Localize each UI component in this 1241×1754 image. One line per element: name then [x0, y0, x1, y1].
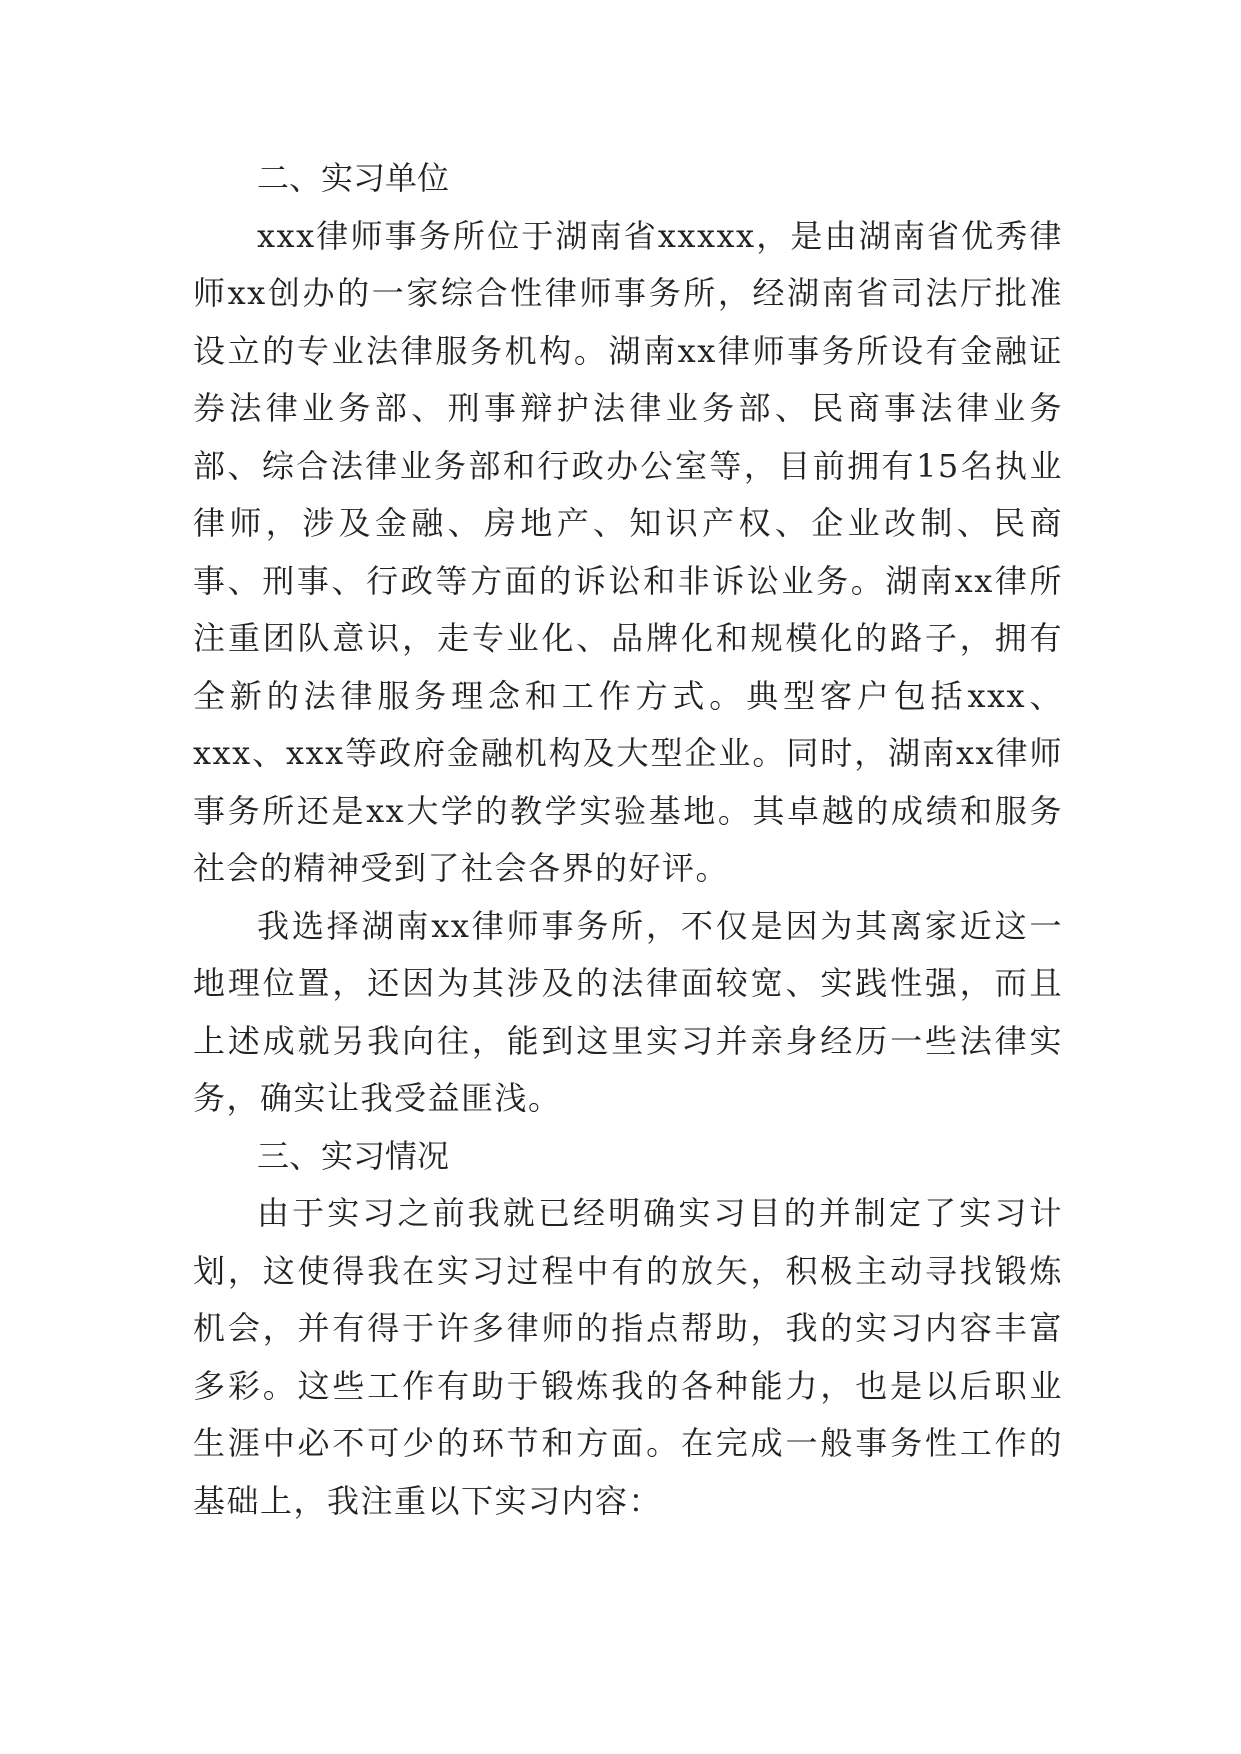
paragraph-firm-introduction: xxx律师事务所位于湖南省xxxxx，是由湖南省优秀律师xx创办的一家综合性律师事务所，经湖南省司法厅批准设立的专业法律服务机构。湖南xx律师事务所设有金融证券法律业务部、刑事辩护法律业务部、民商事法律业务部、综合法律业务部和行政办公室等，目前拥有15名执业律师，涉及金融、房地产、知识产权、企业改制、民商事、刑事、行政等方面的诉讼和非诉讼业务。湖南xx律所注重团队意识，走专业化、品牌化和规模化的路子，拥有全新的法律服务理念和工作方式。典型客户包括xxx、xxx、xxx等政府金融机构及大型企业。同时，湖南xx律师事务所还是xx大学的教学实验基地。其卓越的成绩和服务社会的精神受到了社会各界的好评。	[193, 216, 1063, 887]
section-heading-internship-unit: 二、实习单位	[257, 159, 450, 197]
document-body	[193, 150, 1063, 1530]
section-heading-internship-situation: 三、实习情况	[257, 1136, 450, 1175]
paragraph-choice-reason: 我选择湖南xx律师事务所，不仅是因为其离家近这一地理位置，还因为其涉及的法律面较宽、实践性强，而且上述成就另我向往，能到这里实习并亲身经历一些法律实务，确实让我受益匪浅。	[193, 906, 1063, 1117]
paragraph-internship-content: 由于实习之前我就已经明确实习目的并制定了实习计划，这使得我在实习过程中有的放矢，积极主动寻找锻炼机会，并有得于许多律师的指点帮助，我的实习内容丰富多彩。这些工作有助于锻炼我的各种能力，也是以后职业生涯中必不可少的环节和方面。在完成一般事务性工作的基础上，我注重以下实习内容：	[193, 1194, 1063, 1520]
